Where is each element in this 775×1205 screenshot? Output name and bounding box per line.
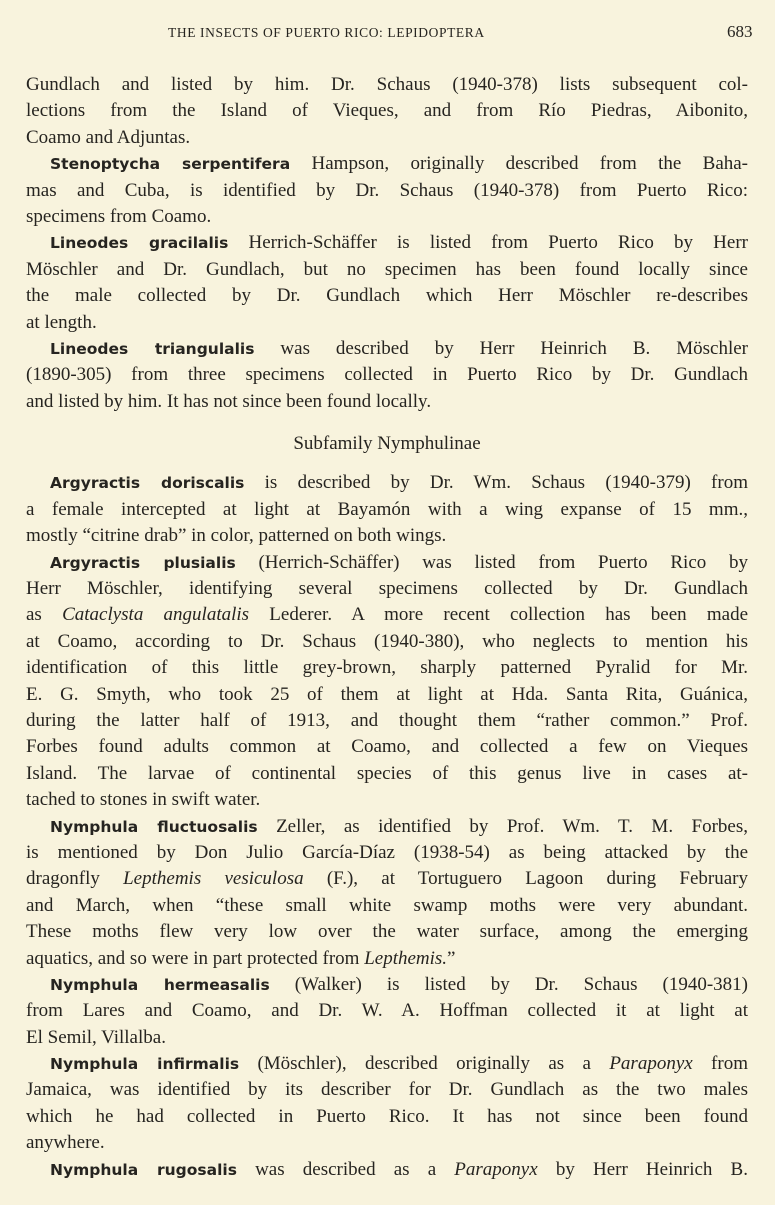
text-line <box>26 470 748 496</box>
italic-name: Paraponyx <box>609 1053 693 1075</box>
text-line <box>26 550 748 576</box>
species-name: Stenoptycha serpentifera <box>50 155 291 174</box>
text-run: Coamo and Adjuntas. <box>26 126 191 148</box>
text-run: (Herrich-Schäffer) was listed from Puerto Rico by <box>235 551 748 573</box>
text-run: was described by Herr Heinrich B. Möschler <box>254 337 749 359</box>
text-line <box>26 734 748 760</box>
text-run: as <box>26 604 63 626</box>
text-line <box>26 178 748 204</box>
text-run: and listed by him. It has not since been found locally. <box>26 390 432 412</box>
text-run: (F.), at Tortuguero Lagoon during February <box>303 868 748 890</box>
text-line <box>26 72 748 98</box>
text-line <box>26 998 748 1024</box>
text-line <box>26 283 748 309</box>
text-run: the male collected by Dr. Gundlach which Herr Möschler re-describes <box>26 285 748 307</box>
text-line <box>26 972 748 998</box>
text-line <box>26 1025 748 1051</box>
species-name: Nymphula fluctuosalis <box>50 817 258 836</box>
paragraph <box>26 1157 748 1183</box>
italic-name: Lepthemis vesiculosa <box>123 868 304 890</box>
text-line <box>26 866 748 892</box>
paragraph <box>26 470 748 549</box>
text-line <box>26 946 748 972</box>
text-line <box>26 1130 748 1156</box>
page-number: 683 <box>727 22 753 41</box>
text-run: Jamaica, was identified by its describer for Dr. Gundlach as the two males <box>26 1079 748 1101</box>
text-line <box>26 497 748 523</box>
species-name: Argyractis plusialis <box>50 553 236 572</box>
text-run: and March, when “these small white swamp moths were very abundant. <box>26 894 748 916</box>
italic-name: Paraponyx <box>454 1158 538 1180</box>
text-line <box>26 204 748 230</box>
text-run: by Herr Heinrich B. <box>537 1158 748 1180</box>
paragraph <box>26 972 748 1051</box>
text-line <box>26 682 748 708</box>
text-run: from Lares and Coamo, and Dr. W. A. Hoffman collected it at light at <box>26 1000 748 1022</box>
species-name: Argyractis doriscalis <box>50 474 245 493</box>
page-body <box>26 72 748 1183</box>
text-run: E. G. Smyth, who took 25 of them at light at Hda. Santa Rita, Guánica, <box>26 683 748 705</box>
text-line <box>26 1104 748 1130</box>
text-line <box>26 523 748 549</box>
section-heading: Subfamily Nymphulinae <box>293 433 481 455</box>
text-line <box>26 1157 748 1183</box>
text-line <box>26 761 748 787</box>
species-name: Nymphula infirmalis <box>50 1055 240 1074</box>
text-run: dragonfly <box>26 868 124 890</box>
text-line <box>26 919 748 945</box>
text-line <box>26 629 748 655</box>
text-line <box>26 814 748 840</box>
text-line <box>26 151 748 177</box>
text-run: is mentioned by Don Julio García-Díaz (1938-54) as being attacked by the <box>26 841 748 863</box>
species-name: Nymphula rugosalis <box>50 1160 237 1179</box>
text-run: Lederer. A more recent collection has been made <box>249 604 748 626</box>
text-run: Forbes found adults common at Coamo, and collected a few on Vieques <box>26 736 748 758</box>
text-run: (Walker) is listed by Dr. Schaus (1940-381) <box>269 973 748 995</box>
text-run: during the latter half of 1913, and thought them “rather common.” Prof. <box>26 709 748 731</box>
text-run: anywhere. <box>26 1132 105 1154</box>
text-run: (1890-305) from three specimens collected in Puerto Rico by Dr. Gundlach <box>26 364 748 386</box>
text-line <box>26 787 748 813</box>
text-run: tached to stones in swift water. <box>26 789 261 811</box>
text-line <box>26 1077 748 1103</box>
running-header <box>0 22 775 46</box>
paragraph <box>26 336 748 415</box>
text-run: is described by Dr. Wm. Schaus (1940-379) from <box>244 472 748 494</box>
text-run: specimens from Coamo. <box>26 205 212 227</box>
paragraph <box>26 1051 748 1157</box>
running-title: THE INSECTS OF PUERTO RICO: LEPIDOPTERA <box>168 25 485 40</box>
paragraph <box>26 151 748 230</box>
text-run: ” <box>447 947 456 969</box>
text-line <box>26 1051 748 1077</box>
text-line <box>26 576 748 602</box>
text-line <box>26 230 748 256</box>
text-run: at Coamo, according to Dr. Schaus (1940-380), who neglects to mention his <box>26 630 748 652</box>
text-line <box>26 389 748 415</box>
species-name: Nymphula hermeasalis <box>50 975 270 994</box>
text-run: Gundlach and listed by him. Dr. Schaus (1940-378) lists subsequent col- <box>26 74 748 95</box>
text-run: Herrich-Schäffer is listed from Puerto Rico by Herr <box>228 232 748 254</box>
italic-name: Lepthemis. <box>364 947 448 969</box>
text-line <box>26 336 748 362</box>
text-line <box>26 98 748 124</box>
text-run: identification of this little grey-brown, sharply patterned Pyralid for Mr. <box>26 657 748 679</box>
text-run: lections from the Island of Vieques, and from Río Piedras, Aibonito, <box>26 100 748 122</box>
text-line <box>26 655 748 681</box>
text-run: El Semil, Villalba. <box>26 1026 166 1048</box>
italic-name: Cataclysta angulatalis <box>62 604 250 626</box>
text-line <box>26 257 748 283</box>
text-run: which he had collected in Puerto Rico. It has not since been found <box>26 1105 748 1127</box>
text-run: (Möschler), described originally as a <box>239 1053 610 1075</box>
text-run: Möschler and Dr. Gundlach, but no specimen has been found locally since <box>26 258 748 280</box>
species-name: Lineodes triangulalis <box>50 339 255 358</box>
text-run: from <box>692 1053 748 1075</box>
text-line <box>26 708 748 734</box>
text-run: Zeller, as identified by Prof. Wm. T. M. Forbes, <box>257 815 748 837</box>
text-run: mas and Cuba, is identified by Dr. Schaus (1940-378) from Puerto Rico: <box>26 179 748 201</box>
text-run: mostly “citrine drab” in color, patterned on both wings. <box>26 525 447 547</box>
text-line <box>26 893 748 919</box>
text-run: Island. The larvae of continental species of this genus live in cases at- <box>26 762 748 784</box>
text-run: a female intercepted at light at Bayamón with a wing expanse of 15 mm., <box>26 498 748 520</box>
text-run: These moths flew very low over the water surface, among the emerging <box>26 921 748 943</box>
species-name: Lineodes gracilalis <box>50 234 229 253</box>
text-run: Hampson, originally described from the Baha- <box>290 153 749 175</box>
text-line <box>26 125 748 151</box>
text-line <box>26 840 748 866</box>
paragraph <box>26 550 748 814</box>
text-run: Herr Möschler, identifying several specimens collected by Dr. Gundlach <box>26 578 748 600</box>
paragraph <box>26 230 748 336</box>
text-run: aquatics, and so were in part protected from <box>26 947 365 969</box>
text-line <box>26 602 748 628</box>
text-run: at length. <box>26 311 97 333</box>
text-line <box>26 362 748 388</box>
text-run: was described as a <box>236 1158 455 1180</box>
paragraph <box>26 72 748 151</box>
paragraph <box>26 814 748 972</box>
text-line <box>26 310 748 336</box>
